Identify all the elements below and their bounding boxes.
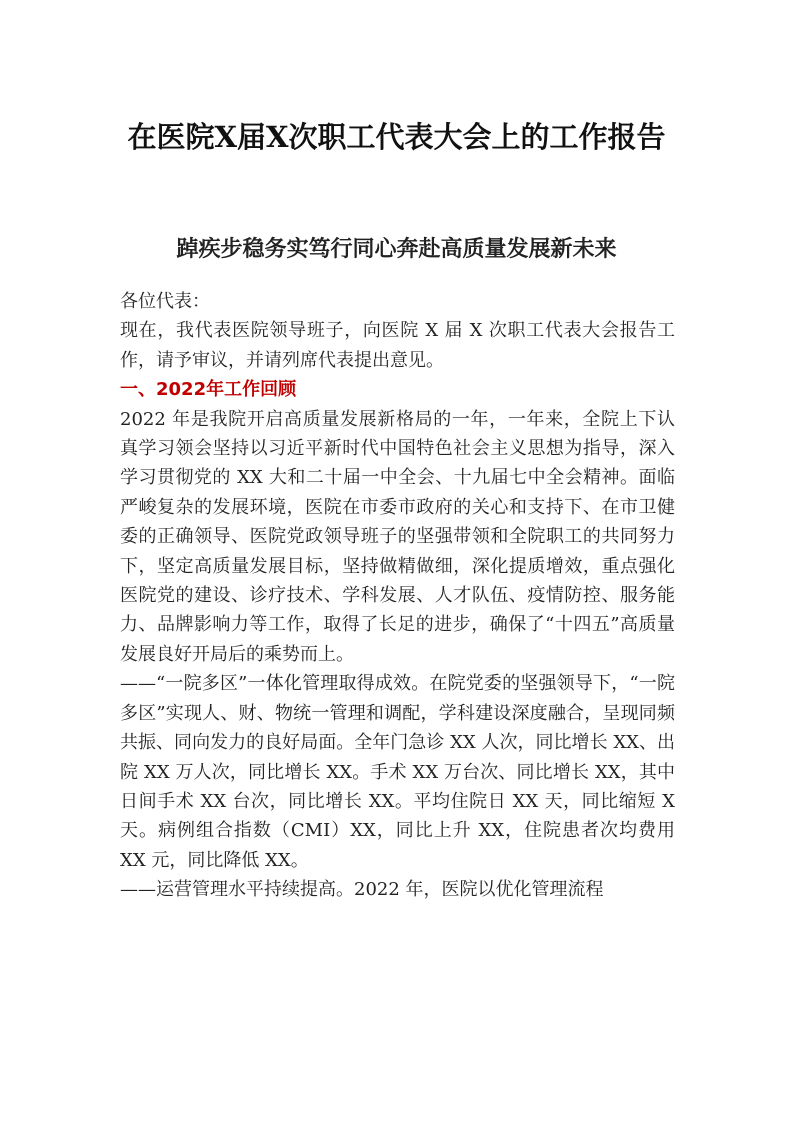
document-body <box>120 287 675 905</box>
body-paragraph: 2022 年是我院开启高质量发展新格局的一年，一年来，全院上下认真学习领会坚持以习近平新时代中国特色社会主义思想为指导，深入学习贯彻党的 XX 大和二十届一中全会、十九届七中全会精神。面临严峻复杂的发展环境，医院在市委市政府的关心和支持下、在市卫健委的正确领导、医院党政领导班子的坚强带领和全院职工的共同努力下，坚定高质量发展目标，坚持做精做细，深化提质增效，重点强化医院党的建设、诊疗技术、学科发展、人才队伍、疫情防控、服务能力、品牌影响力等工作，取得了长足的进步，确保了“十四五”高质量发展良好开局后的乘势而上。 <box>120 408 675 665</box>
section-heading: 一、2022年工作回顾 <box>120 379 297 401</box>
body-paragraph: ——运营管理水平持续提高。2022 年，医院以优化管理流程 <box>120 879 604 901</box>
salutation: 各位代表： <box>120 291 210 312</box>
intro-paragraph: 现在，我代表医院领导班子，向医院 X 届 X 次职工代表大会报告工作，请予审议，并请列席代表提出意见。 <box>120 320 675 371</box>
document-title: 在医院X届X次职工代表大会上的工作报告 <box>127 120 666 154</box>
body-paragraph: ——“一院多区”一体化管理取得成效。在院党委的坚强领导下，“一院多区”实现人、财、物统一管理和调配，学科建设深度融合，呈现同频共振、同向发力的良好局面。全年门急诊 XX 人次，同比增长 XX、出院 XX 万人次，同比增长 XX。手术 XX 万台次、同比增长 XX，其中日间手术 XX 台次，同比增长 XX。平均住院日 XX 天，同比缩短 X 天。病例组合指数（CMI）XX，同比上升 XX，住院患者次均费用 XX 元，同比降低 XX。 <box>120 673 675 871</box>
document-subtitle: 踔疾步稳务实笃行同心奔赴高质量发展新未来 <box>176 236 617 262</box>
